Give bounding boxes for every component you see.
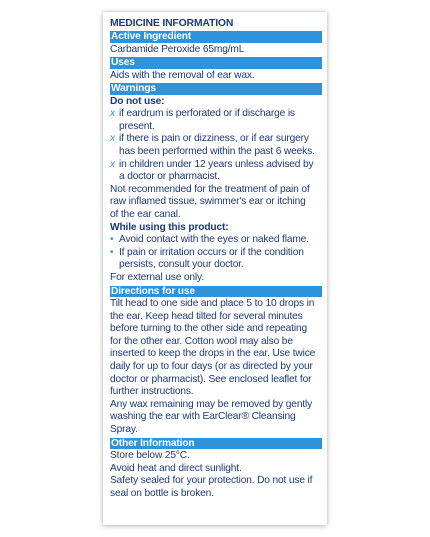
other-information-line: Safety sealed for your protection. Do not use if <box>110 475 313 487</box>
not-recommended-line: raw inflamed tissue, swimmer's ear or itching <box>110 196 306 208</box>
directions-line: washing the ear with EarClear® Cleansing <box>110 411 296 423</box>
while-using-item-line: If pain or irritation occurs or if the condition <box>119 246 304 258</box>
directions-line: inserted to keep the drops in the ear. Use twice <box>110 348 316 360</box>
cross-icon: x <box>110 158 115 170</box>
do-not-use-item-line: has been performed within the past 6 weeks. <box>119 146 315 158</box>
while-using-item <box>110 247 322 272</box>
directions-line: doctor or pharmacist). See enclosed leaflet for <box>110 373 312 385</box>
bullet-icon: • <box>110 234 114 246</box>
cross-icon: x <box>110 133 115 145</box>
external-use-text: For external use only. <box>110 272 204 283</box>
panel-content <box>110 18 322 501</box>
directions-line: Tilt head to one side and place 5 to 10 drops in <box>110 298 315 310</box>
section-heading-warnings: Warnings <box>110 83 322 95</box>
while-using-label: While using this product: <box>110 221 229 233</box>
do-not-use-item-line: a doctor or pharmacist. <box>119 171 220 183</box>
other-information-line: Store below 25°C. <box>110 450 190 462</box>
other-information-line: seal on bottle is broken. <box>110 487 214 499</box>
other-information-line: Avoid heat and direct sunlight. <box>110 462 242 474</box>
do-not-use-item-line: if eardrum is perforated or if discharge is <box>119 108 295 120</box>
while-using-item <box>110 234 322 247</box>
medicine-information-panel <box>103 12 327 525</box>
cross-icon: x <box>110 108 115 120</box>
directions-line: further instructions. <box>110 386 194 398</box>
section-heading-active-ingredient: Active Ingredient <box>110 31 322 43</box>
not-recommended-line: Not recommended for the treatment of pain of <box>110 183 310 195</box>
do-not-use-item-line: present. <box>119 120 155 132</box>
active-ingredient-text: Carbamide Peroxide 65mg/mL <box>110 43 245 55</box>
do-not-use-item-line: in children under 12 years unless advised by <box>119 158 314 170</box>
do-not-use-item <box>110 159 322 184</box>
while-using-item-line: Avoid contact with the eyes or naked flame. <box>119 234 309 246</box>
directions-line: before turning to the other side and repeating <box>110 323 307 335</box>
section-heading-uses: Uses <box>110 57 322 69</box>
directions-line: daily for up to four days (or as directed by your <box>110 361 313 373</box>
section-heading-directions: Directions for use <box>110 286 322 298</box>
directions-line: the ear. Keep head tilted for several minutes <box>110 310 303 322</box>
directions-line: for the other ear. Cotton wool may also be <box>110 335 293 347</box>
do-not-use-label: Do not use: <box>110 95 165 107</box>
panel-title: MEDICINE INFORMATION <box>110 18 234 29</box>
directions-line: Any wax remaining may be removed by gently <box>110 398 313 410</box>
do-not-use-item <box>110 108 322 133</box>
uses-text: Aids with the removal of ear wax. <box>110 69 255 81</box>
other-information-text <box>110 450 322 500</box>
section-heading-other-information: Other Information <box>110 438 322 450</box>
do-not-use-item-line: if there is pain or dizziness, or if ear surgery <box>119 133 309 145</box>
directions-text <box>110 298 322 437</box>
not-recommended-text <box>110 184 322 222</box>
bullet-icon: • <box>110 246 114 258</box>
directions-line: Spray. <box>110 424 138 436</box>
while-using-item-line: persists, consult your doctor. <box>119 259 244 271</box>
not-recommended-line: of the ear canal. <box>110 209 181 221</box>
do-not-use-item <box>110 133 322 158</box>
